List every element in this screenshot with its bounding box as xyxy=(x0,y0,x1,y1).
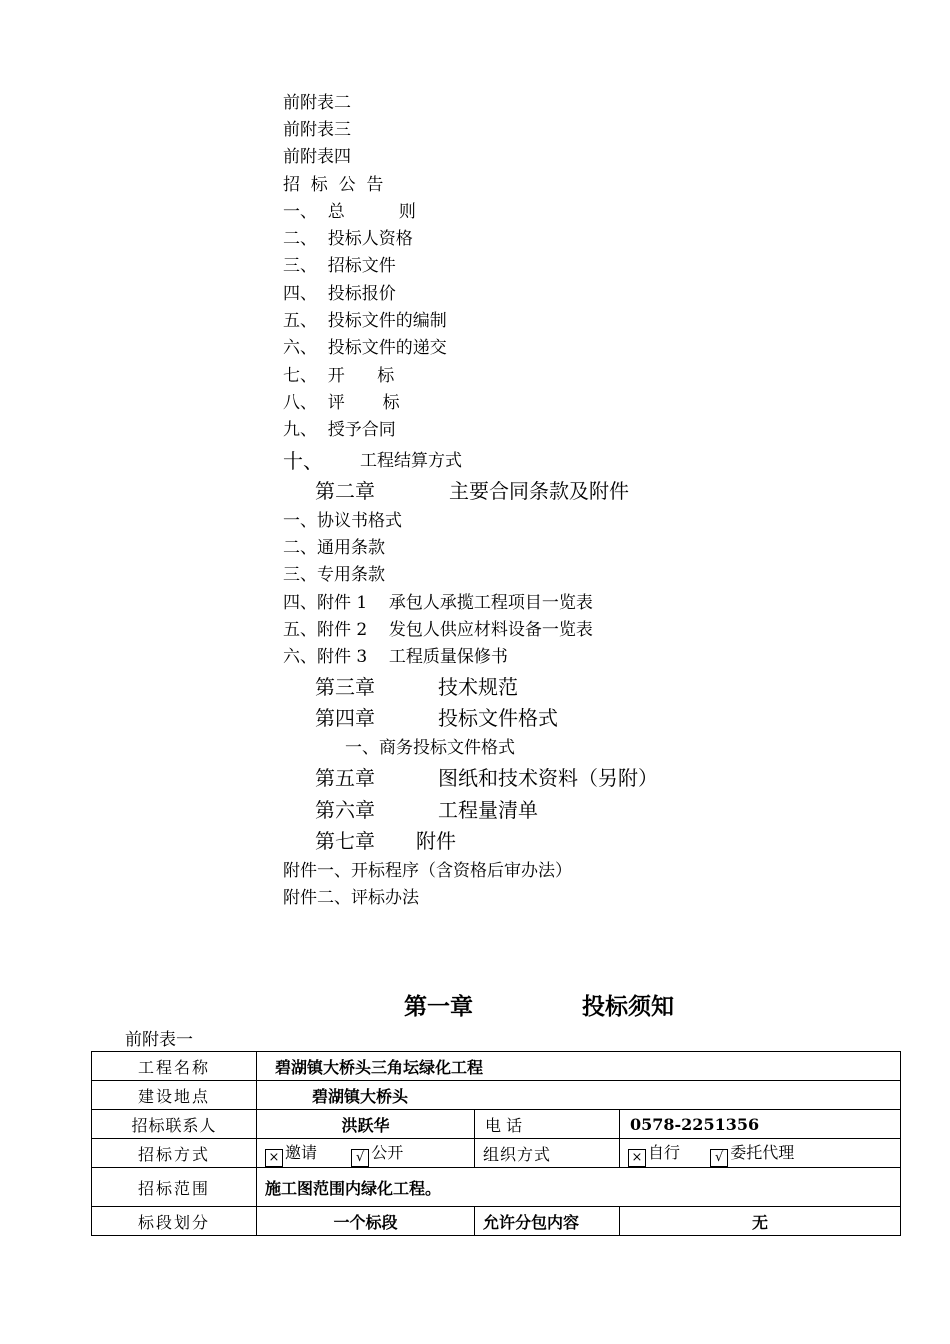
method-options xyxy=(257,1139,475,1168)
location-label: 建设地点 xyxy=(92,1081,257,1110)
table-row xyxy=(92,1081,901,1110)
chapter-6-number: 第六章 xyxy=(315,798,375,822)
self-label: 自行 xyxy=(648,1142,681,1162)
toc-item: 四、附件 1 承包人承揽工程项目一览表 xyxy=(283,593,593,613)
method-label: 招标方式 xyxy=(92,1139,257,1168)
toc-item: 招 标 公 告 xyxy=(283,175,384,195)
toc-item: 二、 投标人资格 xyxy=(283,229,413,249)
scope-label: 招标范围 xyxy=(92,1168,257,1207)
segment-label: 标段划分 xyxy=(92,1207,257,1236)
org-options xyxy=(620,1139,901,1168)
toc-item: 附件二、评标办法 xyxy=(283,888,419,908)
open-label: 公开 xyxy=(371,1142,404,1162)
toc-item: 九、 授予合同 xyxy=(283,420,396,440)
toc-item: 前附表四 xyxy=(283,147,351,167)
toc-item: 三、 招标文件 xyxy=(283,256,396,276)
contact-label: 招标联系人 xyxy=(92,1110,257,1139)
invite-checkbox[interactable]: × xyxy=(265,1149,283,1167)
project-name-label: 工程名称 xyxy=(92,1052,257,1081)
table-row xyxy=(92,1139,901,1168)
toc-item: 三、专用条款 xyxy=(283,565,385,585)
chapter-5-number: 第五章 xyxy=(315,766,375,790)
chapter-2-title: 主要合同条款及附件 xyxy=(449,479,629,503)
chapter-6-title: 工程量清单 xyxy=(438,798,538,822)
table-row xyxy=(92,1110,901,1139)
contact-value: 洪跃华 xyxy=(257,1110,475,1139)
section-number: 第一章 xyxy=(404,994,473,1020)
section-title: 投标须知 xyxy=(582,994,674,1020)
phone-label: 电 话 xyxy=(475,1110,620,1139)
table-row xyxy=(92,1207,901,1236)
chapter-7-number: 第七章 xyxy=(315,829,375,853)
toc-item: 七、 开 标 xyxy=(283,366,395,386)
phone-value: 0578-2251356 xyxy=(620,1110,901,1139)
toc-item-10-number: 十、 xyxy=(283,449,323,473)
toc-item: 五、附件 2 发包人供应材料设备一览表 xyxy=(283,620,593,640)
chapter-4-number: 第四章 xyxy=(315,706,375,730)
toc-item: 一、商务投标文件格式 xyxy=(345,738,515,758)
project-name-value: 碧湖镇大桥头三角坛绿化工程 xyxy=(257,1052,901,1081)
subcontract-label: 允许分包内容 xyxy=(475,1207,620,1236)
chapter-3-number: 第三章 xyxy=(315,675,375,699)
invite-label: 邀请 xyxy=(285,1142,318,1162)
chapter-3-title: 技术规范 xyxy=(438,675,518,699)
chapter-5-title: 图纸和技术资料（另附） xyxy=(438,766,658,790)
toc-item: 一、 总 则 xyxy=(283,202,416,222)
table-row xyxy=(92,1168,901,1207)
toc-item: 附件一、开标程序（含资格后审办法） xyxy=(283,861,572,881)
toc-item: 六、附件 3 工程质量保修书 xyxy=(283,647,508,667)
toc-item: 前附表三 xyxy=(283,120,351,140)
open-checkbox[interactable]: √ xyxy=(351,1149,369,1167)
agent-label: 委托代理 xyxy=(730,1142,795,1162)
segment-value: 一个标段 xyxy=(257,1207,475,1236)
agent-checkbox[interactable]: √ xyxy=(710,1149,728,1167)
self-checkbox[interactable]: × xyxy=(628,1149,646,1167)
subcontract-value: 无 xyxy=(620,1207,901,1236)
chapter-4-title: 投标文件格式 xyxy=(438,706,558,730)
toc-item: 一、协议书格式 xyxy=(283,511,402,531)
toc-item: 五、 投标文件的编制 xyxy=(283,311,447,331)
toc-item-10-label: 工程结算方式 xyxy=(360,451,462,471)
chapter-7-title: 附件 xyxy=(416,829,456,853)
location-value: 碧湖镇大桥头 xyxy=(257,1081,901,1110)
toc-item: 四、 投标报价 xyxy=(283,284,396,304)
toc-item: 前附表二 xyxy=(283,93,351,113)
info-table xyxy=(91,1051,901,1236)
toc-item: 八、 评 标 xyxy=(283,393,400,413)
table-caption: 前附表一 xyxy=(125,1030,193,1050)
chapter-2-number: 第二章 xyxy=(315,479,375,503)
toc-item: 六、 投标文件的递交 xyxy=(283,338,447,358)
toc-item: 二、通用条款 xyxy=(283,538,385,558)
org-label: 组织方式 xyxy=(475,1139,620,1168)
table-row xyxy=(92,1052,901,1081)
scope-value: 施工图范围内绿化工程。 xyxy=(257,1168,901,1207)
